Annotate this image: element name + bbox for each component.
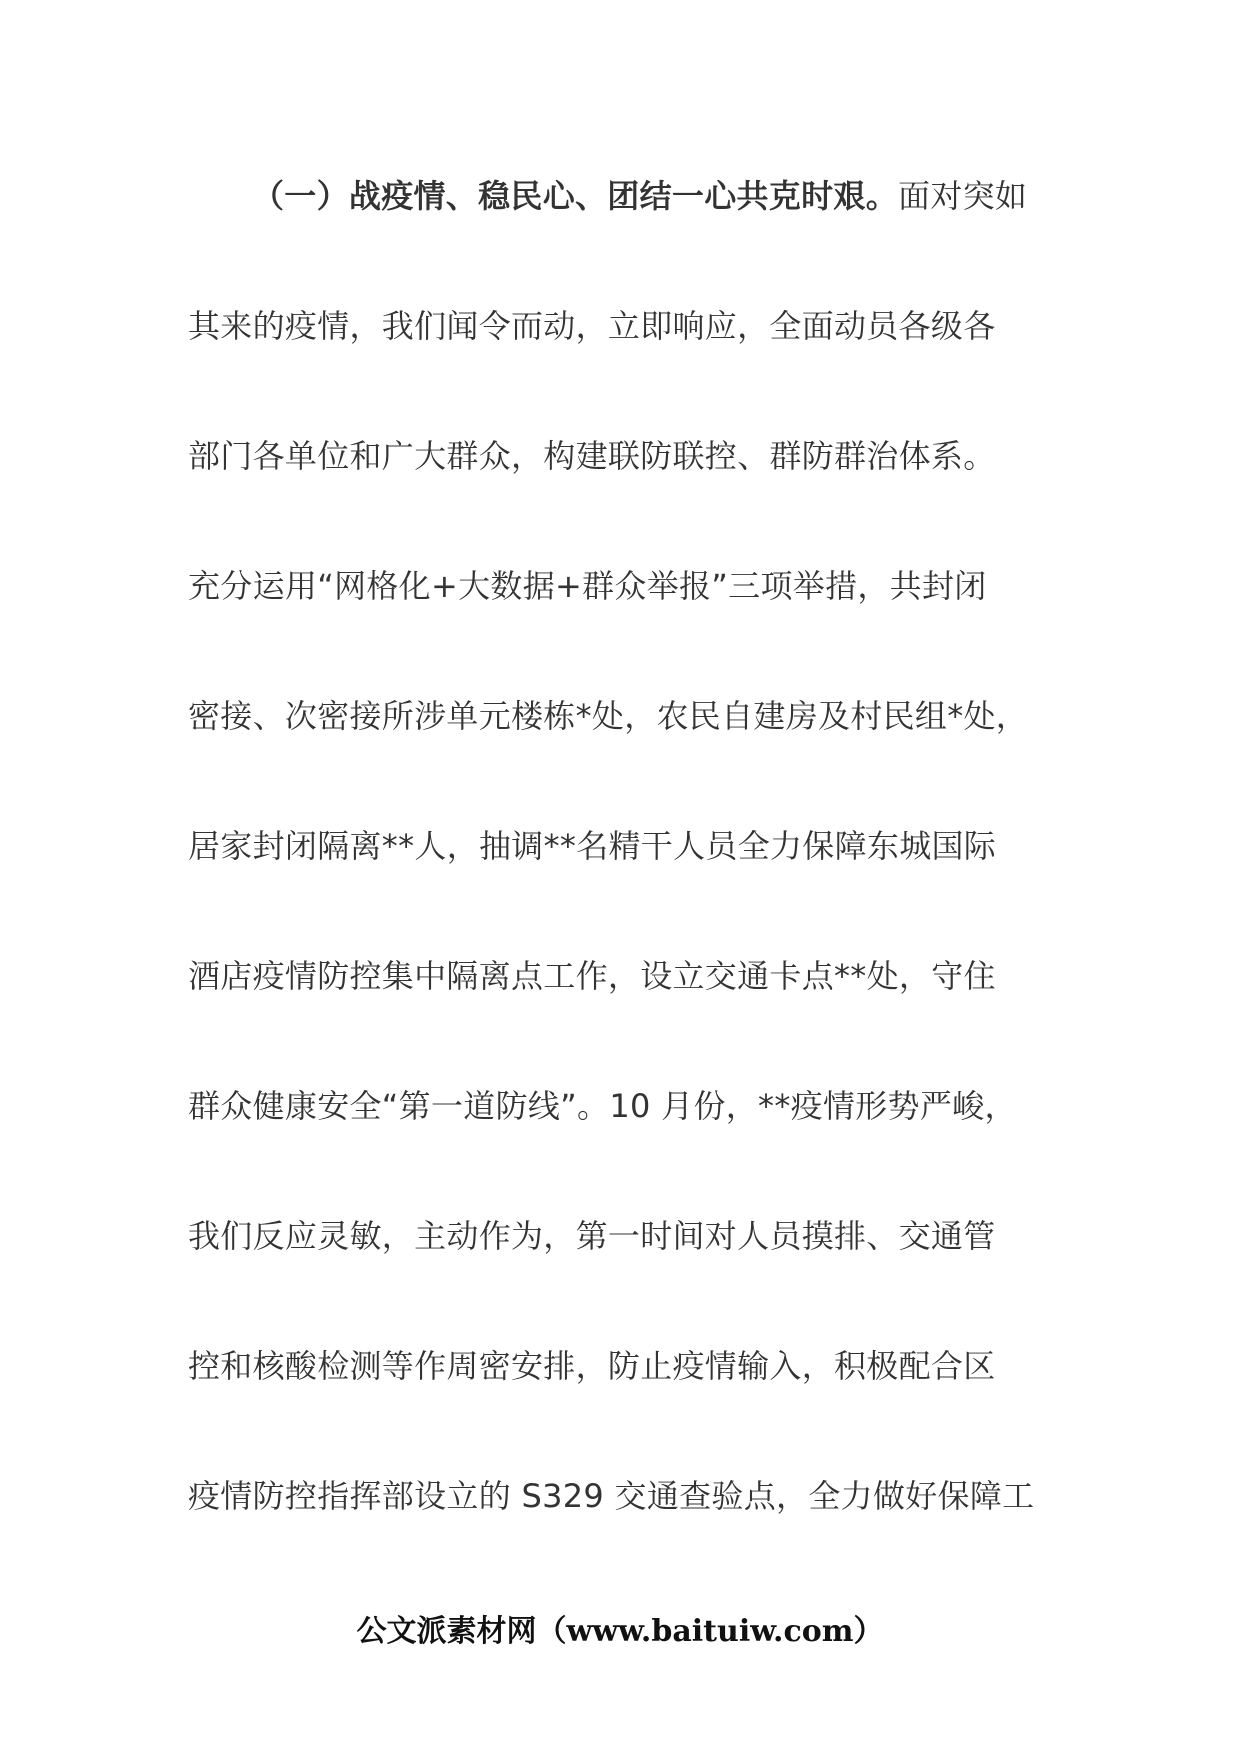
document-body xyxy=(188,170,1088,1600)
paragraph-line-5: 密接、次密接所涉单元楼栋*处，农民自建房及村民组*处， xyxy=(188,697,1029,735)
paragraph-line-3: 部门各单位和广大群众，构建联防联控、群防群治体系。 xyxy=(188,437,996,475)
section-heading: （一）战疫情、稳民心、团结一心共克时艰。 xyxy=(252,177,899,215)
paragraph-line-6: 居家封闭隔离**人，抽调**名精干人员全力保障东城国际 xyxy=(188,827,997,865)
paragraph-line-7: 酒店疫情防控集中隔离点工作，设立交通卡点**处，守住 xyxy=(188,957,996,995)
paragraph-line-4: 充分运用“网格化+大数据+群众举报”三项举措，共封闭 xyxy=(188,567,987,605)
paragraph-line-2: 其来的疫情，我们闻令而动，立即响应，全面动员各级各 xyxy=(188,307,996,345)
line-text: 面对突如 xyxy=(898,177,1028,215)
paragraph-line-11: 疫情防控指挥部设立的 S329 交通查验点，全力做好保障工 xyxy=(188,1477,1035,1515)
paragraph-line-10: 控和核酸检测等作周密安排，防止疫情输入，积极配合区 xyxy=(188,1347,996,1385)
paragraph-line-8: 群众健康安全“第一道防线”。10 月份，**疫情形势严峻， xyxy=(188,1087,1017,1125)
footer-watermark: 公文派素材网（www.baituiw.com） xyxy=(356,1614,884,1649)
paragraph-line-1 xyxy=(188,170,1088,300)
paragraph-line-9: 我们反应灵敏，主动作为，第一时间对人员摸排、交通管 xyxy=(188,1217,996,1255)
